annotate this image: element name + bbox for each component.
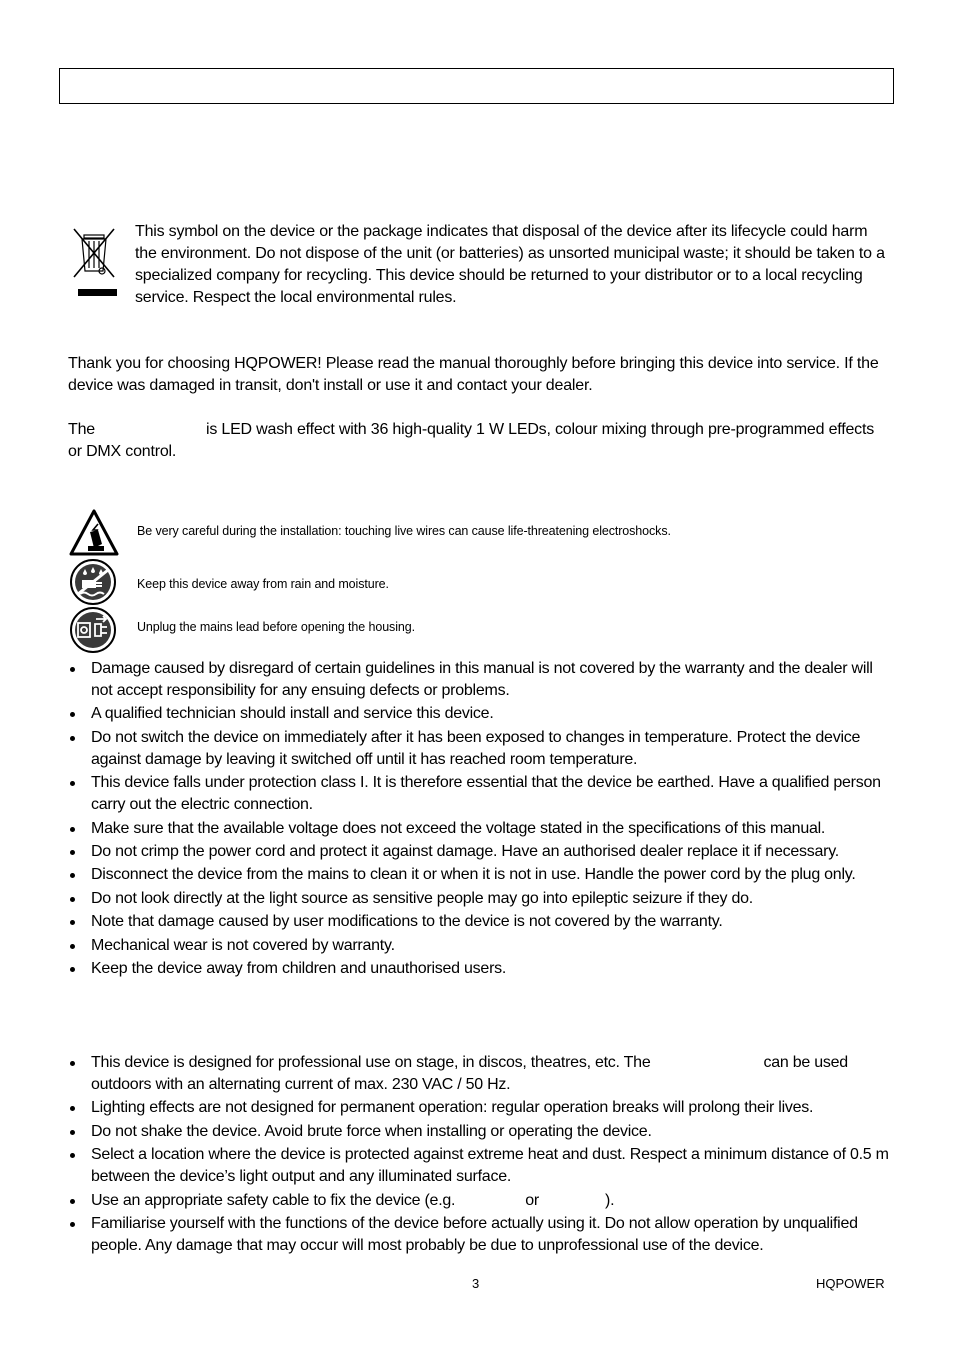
usage-list bbox=[60, 1052, 890, 1258]
description-before: The bbox=[68, 421, 95, 438]
warning-text-electroshock: Be very careful during the installation: touching live wires can cause life-threatening electroshocks. bbox=[137, 524, 671, 538]
product-description bbox=[68, 419, 888, 463]
page-number: 3 bbox=[472, 1276, 480, 1291]
warning-text-moisture: Keep this device away from rain and moisture. bbox=[137, 577, 389, 591]
list-item: Mechanical wear is not covered by warranty. bbox=[60, 935, 890, 957]
rain-moisture-icon bbox=[68, 558, 119, 606]
list-item: Do not switch the device on immediately after it has been exposed to changes in temperature. Protect the device against damage by leaving it switched off until it has reached room temperature. bbox=[60, 727, 890, 771]
weee-bin-icon bbox=[70, 225, 120, 299]
list-item: A qualified technician should install and service this device. bbox=[60, 703, 890, 725]
safety-list bbox=[60, 658, 890, 981]
list-item: Do not look directly at the light source as sensitive people may go into epileptic seizure if they do. bbox=[60, 888, 890, 910]
electroshock-warning-icon bbox=[68, 508, 120, 558]
weee-paragraph: This symbol on the device or the package indicates that disposal of the device after its lifecycle could harm the environment. Do not dispose of the unit (or batteries) as unsorted municipal waste; it should be taken to a specialized company for recycling. This device should be returned to your distributor or to a local recycling service. Respect the local environmental rules. bbox=[135, 223, 885, 306]
list-item: Select a location where the device is protected against extreme heat and dust. Respect a minimum distance of 0.5 m between the device’s light output and any illuminated surface. bbox=[60, 1144, 890, 1188]
list-item: Make sure that the available voltage does not exceed the voltage stated in the specifications of this manual. bbox=[60, 818, 890, 840]
list-item: Damage caused by disregard of certain guidelines in this manual is not covered by the warranty and the dealer will not accept responsibility for any ensuing defects or problems. bbox=[60, 658, 890, 702]
unplug-mains-icon bbox=[68, 606, 119, 654]
list-item: Note that damage caused by user modifications to the device is not covered by the warranty. bbox=[60, 911, 890, 933]
list-item: Lighting effects are not designed for permanent operation: regular operation breaks will prolong their lives. bbox=[60, 1097, 890, 1119]
list-item: Do not shake the device. Avoid brute force when installing or operating the device. bbox=[60, 1121, 890, 1143]
list-item: Do not crimp the power cord and protect it against damage. Have an authorised dealer replace it if necessary. bbox=[60, 841, 890, 863]
footer-brand: HQPOWER bbox=[816, 1276, 885, 1291]
list-item: Keep the device away from children and unauthorised users. bbox=[60, 958, 890, 980]
list-item: Use an appropriate safety cable to fix the device (e.g. or ). bbox=[60, 1190, 890, 1212]
header-box bbox=[59, 68, 894, 104]
intro-paragraph: Thank you for choosing HQPOWER! Please read the manual thoroughly before bringing this device into service. If the device was damaged in transit, don't install or use it and contact your dealer. bbox=[68, 355, 879, 394]
list-item: Disconnect the device from the mains to clean it or when it is not in use. Handle the power cord by the plug only. bbox=[60, 864, 890, 886]
description-after: is LED wash effect with 36 high-quality 1 W LEDs, colour mixing through pre-programmed effects or DMX control. bbox=[68, 421, 875, 460]
list-item: This device falls under protection class I. It is therefore essential that the device be earthed. Have a qualified person carry out the electric connection. bbox=[60, 772, 890, 816]
list-item: Familiarise yourself with the functions of the device before actually using it. Do not allow operation by unqualified people. Any damage that may occur will most probably be due to unprofessional use of the device. bbox=[60, 1213, 890, 1257]
list-item: This device is designed for professional use on stage, in discos, theatres, etc. The can be used outdoors with an alternating current of max. 230 VAC / 50 Hz. bbox=[60, 1052, 890, 1096]
warning-text-unplug: Unplug the mains lead before opening the housing. bbox=[137, 620, 415, 634]
